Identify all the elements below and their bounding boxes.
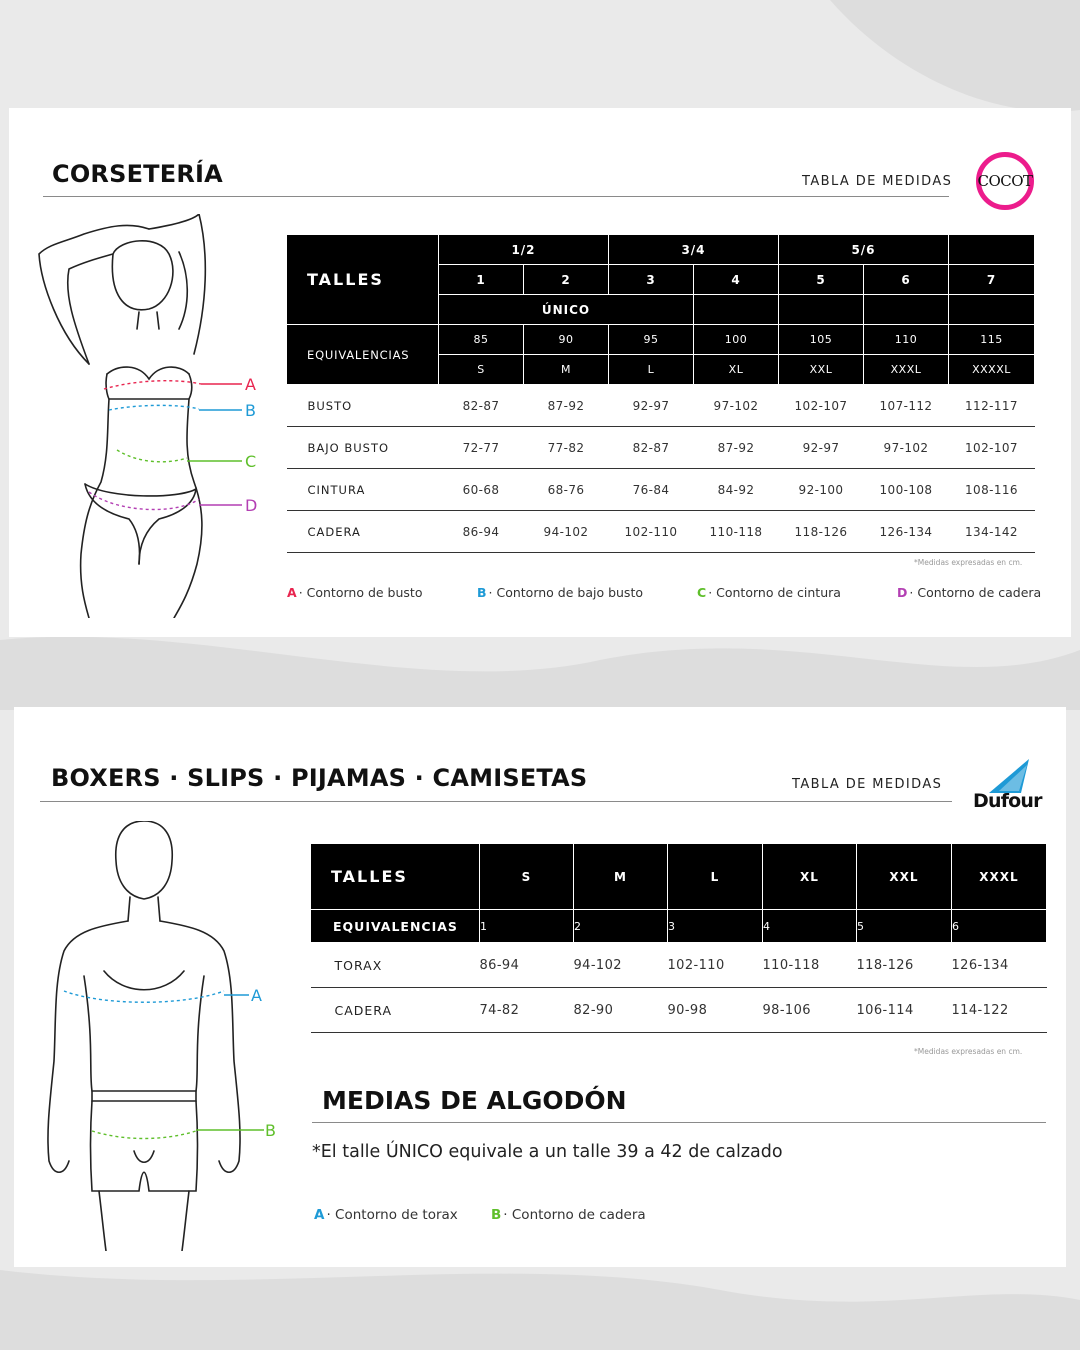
table-cell: 126-134 [952,943,1047,988]
dufour-logo-text: Dufour [973,790,1042,812]
talle-cell: 7 [949,265,1035,295]
corseteria-size-table [286,234,1035,553]
table-cell: 68-76 [524,469,609,511]
table-cell: 94-102 [524,511,609,553]
figure-label-b: B [265,1121,276,1140]
legend-letter: D [897,585,908,600]
talle-cell: 1 [439,265,524,295]
table-cell: 108-116 [949,469,1035,511]
table-cell: 60-68 [439,469,524,511]
equiv-cell: 5 [857,910,952,943]
legend-item-b [491,1207,646,1223]
table-cell: 102-110 [668,943,763,988]
table-cell: 84-92 [694,469,779,511]
legend-letter: A [287,585,297,600]
group-header: 5/6 [779,235,949,265]
legend-item-c [697,585,841,600]
table-cell: 102-107 [949,427,1035,469]
talle-cell: XXXL [952,844,1047,910]
talle-cell: 5 [779,265,864,295]
group-header [949,235,1035,265]
row-label: BAJO BUSTO [287,427,439,469]
equiv-letter: M [524,355,609,385]
talle-cell: 3 [609,265,694,295]
table-row-cadera [311,988,1047,1033]
table-cell: 86-94 [439,511,524,553]
talle-cell: 4 [694,265,779,295]
boxers-subtitle: TABLA DE MEDIDAS [792,777,943,792]
legend-letter: B [477,585,487,600]
table-cell: 90-98 [668,988,763,1033]
table-cell: 118-126 [857,943,952,988]
medias-rule [312,1122,1046,1123]
equivalencias-header: EQUIVALENCIAS [287,325,439,385]
corseteria-subtitle: TABLA DE MEDIDAS [802,174,953,189]
table-cell: 92-100 [779,469,864,511]
table-cell: 110-118 [763,943,857,988]
table-cell: 98-106 [763,988,857,1033]
table-cell: 134-142 [949,511,1035,553]
equiv-number: 105 [779,325,864,355]
table-cell: 102-107 [779,385,864,427]
legend-letter: C [697,585,707,600]
legend-text: · Contorno de cadera [503,1207,646,1223]
boxers-size-table [310,843,1047,1033]
cocot-logo [976,152,1034,210]
table-cell: 126-134 [864,511,949,553]
table-cell: 97-102 [864,427,949,469]
corseteria-title: CORSETERÍA [52,160,223,188]
figure-label-c: C [245,452,257,471]
equiv-letter: S [439,355,524,385]
legend-text: · Contorno de cadera [909,585,1042,600]
table-cell: 87-92 [524,385,609,427]
legend-letter: A [314,1207,325,1223]
figure-label-b: B [245,401,256,420]
table-row-cadera [287,511,1035,553]
equiv-cell: 2 [574,910,668,943]
legend-item-a [287,585,422,600]
corseteria-card [9,108,1071,637]
group-header: 1/2 [439,235,609,265]
table-cell: 87-92 [694,427,779,469]
row-label: TORAX [311,943,480,988]
medias-text: *El talle ÚNICO equivale a un talle 39 a 42 de calzado [312,1142,783,1162]
table-cell: 76-84 [609,469,694,511]
table-cell: 92-97 [609,385,694,427]
figure-label-a: A [245,375,256,394]
table-row-cintura [287,469,1035,511]
figure-label-d: D [245,496,258,515]
row-label: CADERA [311,988,480,1033]
table-cell: 110-118 [694,511,779,553]
talle-cell: 2 [524,265,609,295]
dufour-logo [969,757,1049,817]
table-cell: 94-102 [574,943,668,988]
table-cell: 106-114 [857,988,952,1033]
table-cell: 74-82 [480,988,574,1033]
empty-cell [864,295,949,325]
legend-letter: B [491,1207,502,1223]
equiv-cell: 1 [480,910,574,943]
table-row-bajo-busto [287,427,1035,469]
legend-item-d [897,585,1041,600]
row-label: CINTURA [287,469,439,511]
equiv-number: 85 [439,325,524,355]
corseteria-rule [43,196,949,197]
equiv-number: 90 [524,325,609,355]
row-label: CADERA [287,511,439,553]
table-cell: 102-110 [609,511,694,553]
legend-text: · Contorno de busto [298,585,423,600]
table-cell: 112-117 [949,385,1035,427]
boxers-rule [40,801,952,802]
empty-cell [949,295,1035,325]
unico-cell: ÚNICO [439,295,694,325]
table-cell: 97-102 [694,385,779,427]
table-cell: 118-126 [779,511,864,553]
table-row-torax [311,943,1047,988]
row-label: BUSTO [287,385,439,427]
table-cell: 92-97 [779,427,864,469]
equiv-cell: 3 [668,910,763,943]
talle-cell: M [574,844,668,910]
cocot-logo-text: COCOT [977,172,1033,190]
medias-title: MEDIAS DE ALGODÓN [322,1086,627,1115]
measurement-note: *Medidas expresadas en cm. [914,1047,1023,1056]
empty-cell [694,295,779,325]
table-cell: 82-87 [439,385,524,427]
male-figure-illustration [44,821,284,1251]
table-cell: 77-82 [524,427,609,469]
equiv-number: 115 [949,325,1035,355]
table-cell: 82-90 [574,988,668,1033]
table-cell: 86-94 [480,943,574,988]
group-header: 3/4 [609,235,779,265]
equivalencias-header: EQUIVALENCIAS [311,910,480,943]
talle-cell: 6 [864,265,949,295]
talles-header: TALLES [287,235,439,325]
figure-label-a: A [251,986,262,1005]
equiv-letter: XL [694,355,779,385]
talles-header: TALLES [311,844,480,910]
legend-text: · Contorno de torax [326,1207,458,1223]
measurement-note: *Medidas expresadas en cm. [914,558,1023,567]
legend-text: · Contorno de cintura [708,585,841,600]
legend-item-a [314,1207,458,1223]
equiv-cell: 6 [952,910,1047,943]
table-row-busto [287,385,1035,427]
equiv-letter: XXXXL [949,355,1035,385]
equiv-cell: 4 [763,910,857,943]
equiv-letter: L [609,355,694,385]
legend-text: · Contorno de bajo busto [488,585,643,600]
equiv-number: 100 [694,325,779,355]
table-cell: 107-112 [864,385,949,427]
talle-cell: S [480,844,574,910]
empty-cell [779,295,864,325]
legend-item-b [477,585,643,600]
female-figure-illustration [29,214,259,618]
equiv-letter: XXXL [864,355,949,385]
table-cell: 114-122 [952,988,1047,1033]
equiv-number: 110 [864,325,949,355]
table-cell: 100-108 [864,469,949,511]
equiv-letter: XXL [779,355,864,385]
talle-cell: XXL [857,844,952,910]
talle-cell: L [668,844,763,910]
boxers-card [14,707,1066,1267]
boxers-title: BOXERS · SLIPS · PIJAMAS · CAMISETAS [51,764,588,792]
talle-cell: XL [763,844,857,910]
equiv-number: 95 [609,325,694,355]
table-cell: 72-77 [439,427,524,469]
table-cell: 82-87 [609,427,694,469]
